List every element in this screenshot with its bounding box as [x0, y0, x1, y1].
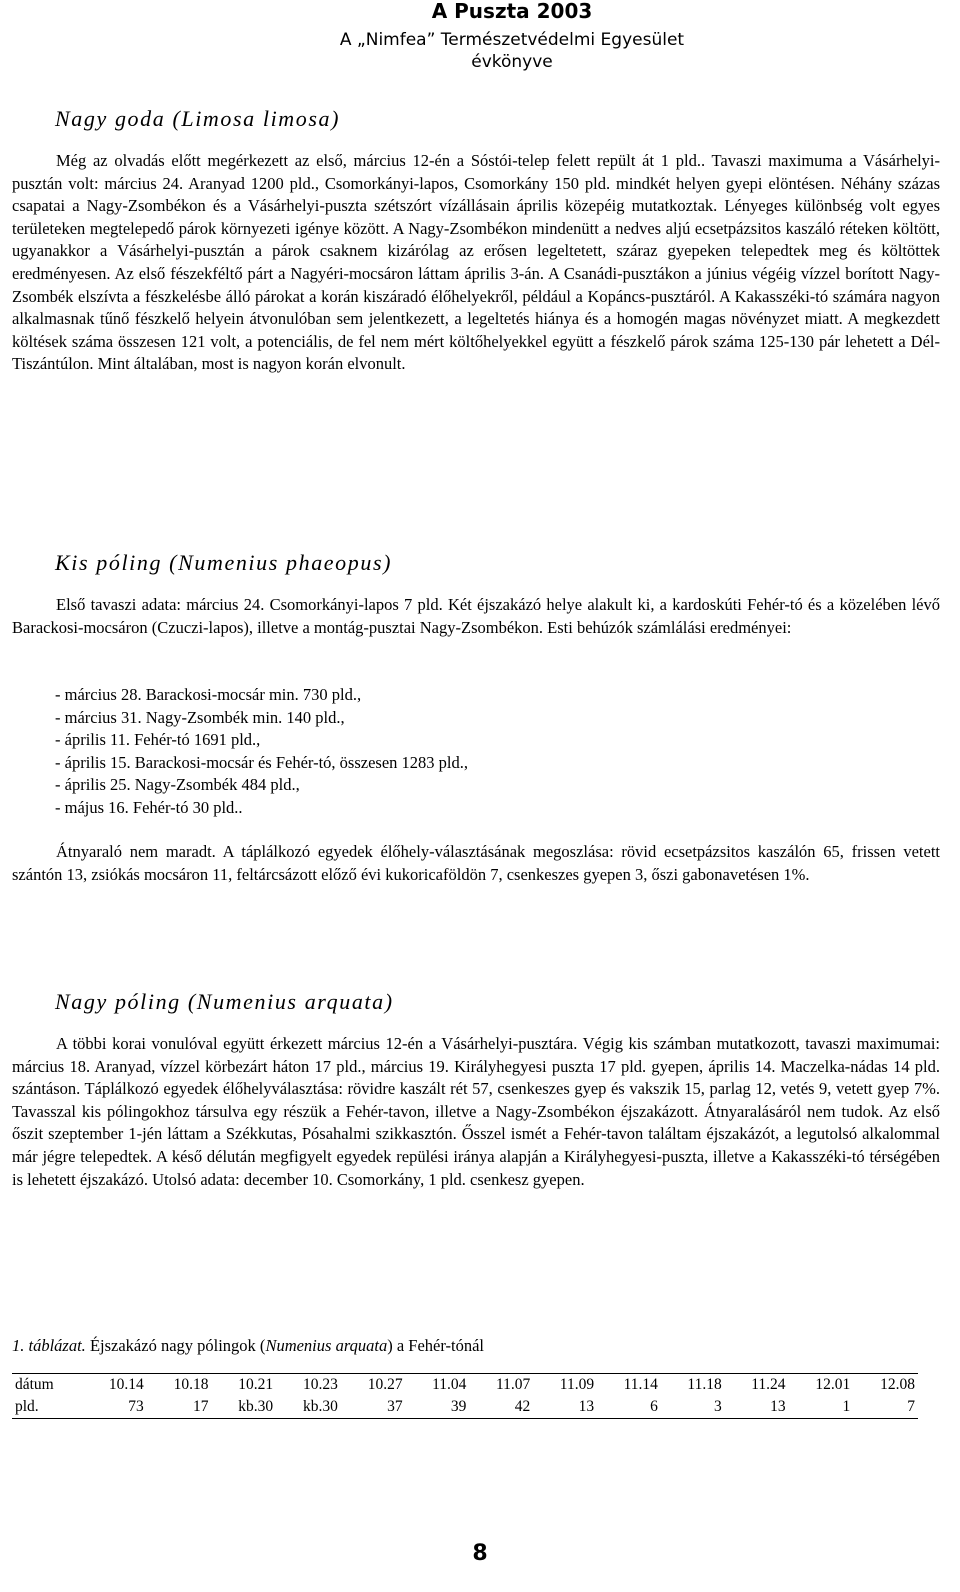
table-cell: 3 [661, 1396, 725, 1419]
list-item: - április 11. Fehér-tó 1691 pld., [55, 730, 261, 750]
list-item: - április 15. Barackosi-mocsár és Fehér-tó, összesen 1283 pld., [55, 752, 468, 772]
list-item: - március 31. Nagy-Zsombék min. 140 pld., [55, 707, 345, 727]
section-title-arquata: Nagy póling (Numenius arquata) [55, 989, 394, 1014]
table-cell: kb.30 [276, 1396, 341, 1419]
table-label: 1. táblázat. [12, 1336, 86, 1355]
table-caption: 1. táblázat. Éjszakázó nagy pólingok (Numenius arquata) a Fehér-tónál [12, 1336, 485, 1355]
table-cell: 11.07 [469, 1374, 533, 1397]
table-cell: 11.18 [661, 1374, 725, 1397]
table-cell: 10.14 [82, 1374, 147, 1397]
page-number: 8 [472, 1541, 488, 1566]
table-row-counts [12, 1396, 918, 1419]
table-cell: 1 [789, 1396, 854, 1419]
table-cell: 12.01 [789, 1374, 854, 1397]
section-title-limosa: Nagy goda (Limosa limosa) [55, 106, 341, 131]
table-cell: 10.27 [341, 1374, 406, 1397]
publication-subtitle: A „Nimfea” Természetvédelmi Egyesület évkönyve [339, 30, 685, 72]
section-paragraph-phaeopus-2: Átnyaraló nem maradt. A táplálkozó egyedek élőhely-választásának megoszlása: rövid ecsetpázsitos kaszálón 65, frissen vetett szántón 13, zsiókás mocsáron 11, feltárcsázott előző évi kukoricaföldön 7, csenkeszes gyepen 3, őszi gabonavetésen 1%. [12, 842, 940, 884]
table-cell: kb.30 [211, 1396, 276, 1419]
table-cell: 42 [469, 1396, 533, 1419]
section-paragraph-limosa: Még az olvadás előtt megérkezett az első, március 12-én a Sóstói-telep felett repült át 1 pld.. Tavaszi maximuma a Vásárhelyi-pusztán volt: március 24. Aranyad 1200 pld., Csomorkányi-lapos, Csomorkány 150 pld. mindkét helyen gyepi elöntésen. Néhány százas csapatai a Nagy-Zsombékon és a Vásárhelyi-puszta szétszórt vízállásain április közepéig mutatkoztak. Lényeges különbség volt egyes területeken megtelepedő párok környezeti igénye között. A Nagy-Zsombékon mindenütt a nedves aljú ecsetpázsitos kaszáló réteken költött, ugyanakkor a Vásárhelyi-pusztán a párok csaknem kizárólag az erősen legeltetett, száraz gyepeken telepedtek meg és költöttek eredményesen. Az első fészekféltő párt a Nagyéri-mocsáron láttam április 3-án. A Csanádi-pusztákon a június végéig vízzel borított Nagy-Zsombék elszívta a fészkelésbe álló párokat a korán kiszáradó élőhelyekről, például a Kopáncs-pusztáról. A Kakasszéki-tó számára nagyon alkalmasnak tűnő fészkelő helyein átvonulóban sem jelentkezett, a legeltetés hiánya és a homogén magas növényzet miatt. A megkezdett költések száma összesen 121 volt, a potenciális, de fel nem mért költőhelyekkel együtt a fészkelő párok száma 125-130 pár lehetett a Dél-Tiszántúlon. Mint általában, most is nagyon korán elvonult. [12, 151, 940, 374]
table-row-header: pld. [12, 1396, 82, 1419]
list-item: - március 28. Barackosi-mocsár min. 730 pld., [55, 685, 362, 704]
table-cell: 13 [725, 1396, 789, 1419]
table-row-dates [12, 1374, 918, 1397]
section-paragraph-arquata: A többi korai vonulóval együtt érkezett március 12-én a Vásárhelyi-pusztára. Végig kis számban mutatkozott, tavaszi maximumai: március 18. Aranyad, vízzel körbezárt háton 17 pld., március 19. Királyhegyesi puszta 17 pld. gyepen, április 14. Maczelka-nádas 14 pld. szántáson. Táplálkozó egyedek élőhelyválasztása: rövidre kaszált rét 57, csenkeszes gyep és vakszik 15, parlag 12, vetés 9, vetett gyep 7%. Tavasszal kis pólingokhoz társulva egy részük a Fehér-tavon, illetve a Nagy-Zsombékon éjszakázott. Átnyaralásáról nem tudok. Az első őszit szeptember 1-jén láttam a Székkutas, Pósahalmi szikkasztón. Ősszel ismét a Fehér-tavon találtam éjszakázót, a legutolsó alkalommal már jégre telepedtek. A késő délután megfigyelt egyedek repülési iránya alapján a Királyhegyesi-puszta, illetve a Kakasszéki-tó térségében is lehetett éjszakázó. Utolsó adata: december 10. Csomorkány, 1 pld. csenkesz gyepen. [12, 1034, 940, 1189]
table-cell: 39 [406, 1396, 470, 1419]
table-cell: 73 [82, 1396, 147, 1419]
table-cell: 11.09 [533, 1374, 597, 1397]
page-header [302, 0, 722, 73]
table-cell: 11.14 [597, 1374, 661, 1397]
table-cell: 11.04 [406, 1374, 470, 1397]
section-title-phaeopus: Kis póling (Numenius phaeopus) [55, 550, 393, 575]
table-cell: 17 [147, 1396, 212, 1419]
publication-title: A Puszta 2003 [431, 0, 593, 23]
table-cell: 10.23 [276, 1374, 341, 1397]
table-cell: 10.18 [147, 1374, 212, 1397]
table-cell: 6 [597, 1396, 661, 1419]
table-cell: 11.24 [725, 1374, 789, 1397]
table-row-header: dátum [12, 1374, 82, 1397]
table-cell: 12.08 [853, 1374, 918, 1397]
roost-table [12, 1373, 918, 1419]
species-name: Numenius arquata [265, 1336, 388, 1355]
roost-count-list [55, 684, 468, 820]
table-cell: 10.21 [211, 1374, 276, 1397]
table-cell: 37 [341, 1396, 406, 1419]
table-cell: 13 [533, 1396, 597, 1419]
table-cell: 7 [853, 1396, 918, 1419]
section-paragraph-phaeopus: Első tavaszi adata: március 24. Csomorkányi-lapos 7 pld. Két éjszakázó helye alakult ki, a kardoskúti Fehér-tó és a közelében lévő Barackosi-mocsáron (Czuczi-lapos), illetve a montág-pusztai Nagy-Zsombékon. Esti behúzók számlálási eredményei: [12, 595, 940, 637]
list-item: - május 16. Fehér-tó 30 pld.. [55, 797, 243, 817]
list-item: - április 25. Nagy-Zsombék 484 pld., [55, 775, 300, 795]
